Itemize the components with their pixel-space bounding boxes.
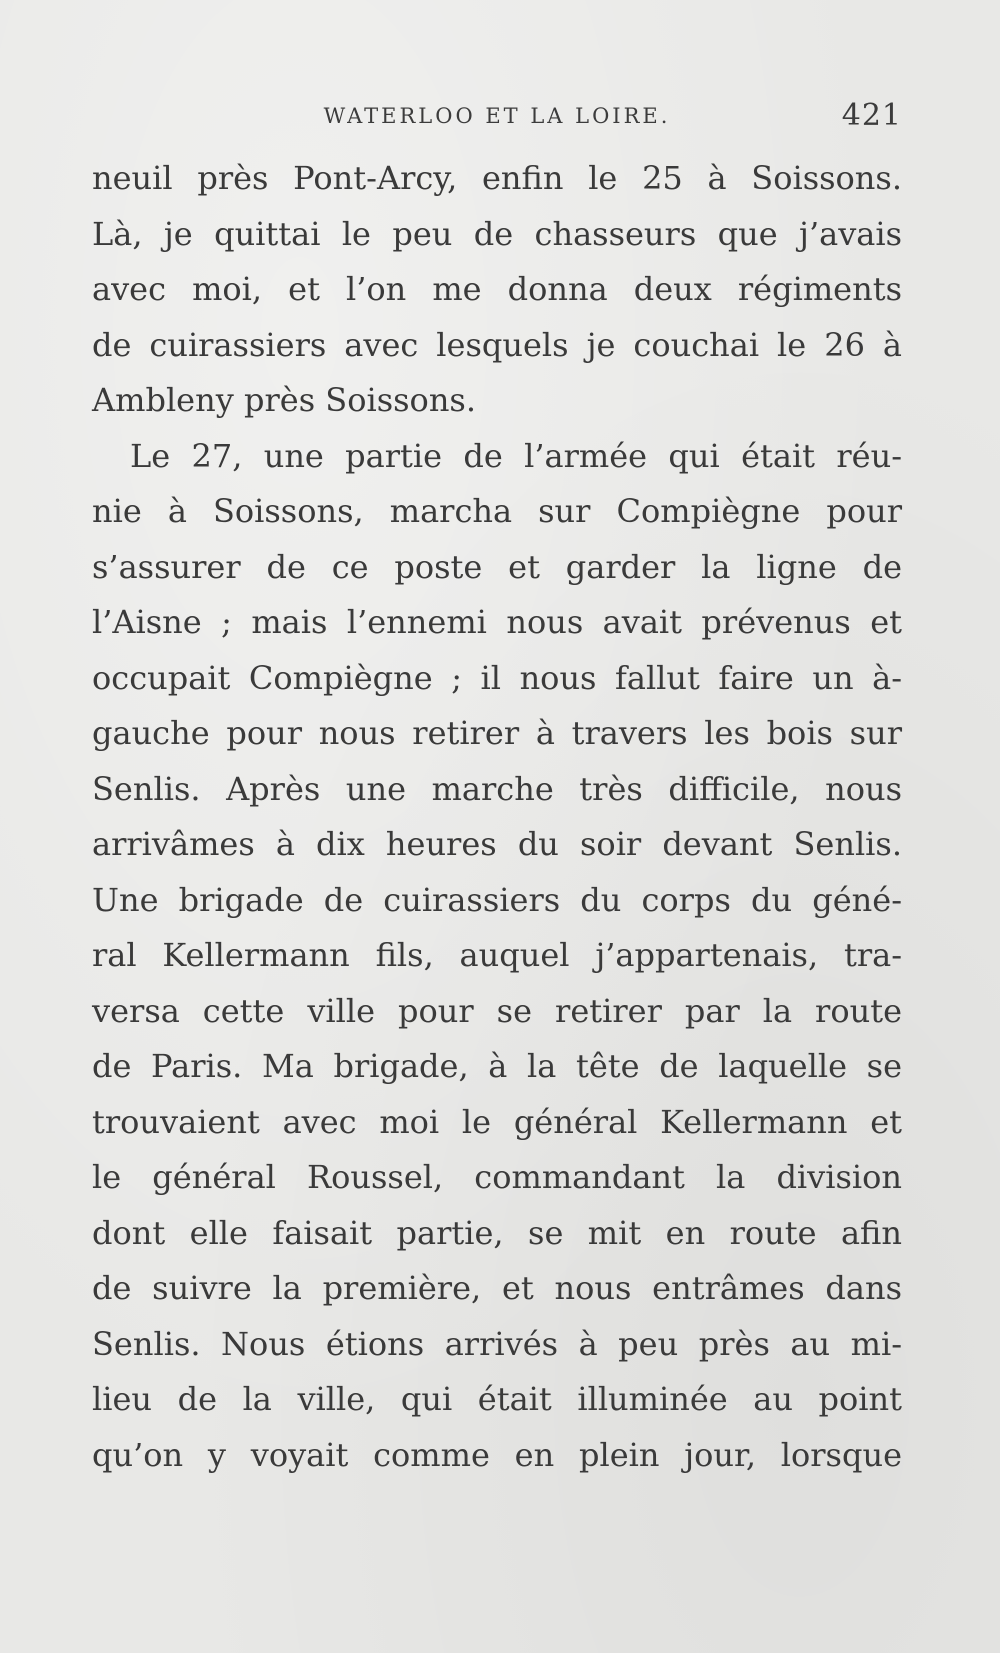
paragraph-2	[92, 429, 902, 1484]
text-line: de cuirassiers avec lesquels je couchai le 26 à	[92, 325, 902, 364]
running-head	[92, 98, 902, 138]
text-line: qu’on y voyait comme en plein jour, lorsque	[92, 1435, 902, 1474]
text-line: Ambleny près Soissons.	[92, 381, 477, 419]
text-line: de suivre la première, et nous entrâmes dans	[92, 1269, 902, 1307]
text-line: l’Aisne ; mais l’ennemi nous avait prévenus et	[92, 603, 902, 641]
text-line: de Paris. Ma brigade, à la tête de laquelle se	[92, 1047, 902, 1085]
text-line: lieu de la ville, qui était illuminée au point	[92, 1380, 902, 1418]
text-line: arrivâmes à dix heures du soir devant Senlis.	[92, 825, 902, 863]
text-line: avec moi, et l’on me donna deux régiments	[92, 270, 902, 308]
text-line: le général Roussel, commandant la division	[92, 1158, 902, 1196]
page-number: 421	[841, 98, 902, 133]
text-line: trouvaient avec moi le général Kellermann et	[92, 1102, 902, 1141]
text-line: dont elle faisait partie, se mit en route afin	[92, 1213, 902, 1252]
text-line: Senlis. Après une marche très difficile, nous	[92, 769, 902, 808]
text-line: Une brigade de cuirassiers du corps du géné-	[92, 880, 902, 919]
running-title: WATERLOO ET LA LOIRE.	[323, 104, 671, 128]
paragraph-1	[92, 151, 902, 429]
text-line: Le 27, une partie de l’armée qui était réu-	[130, 436, 902, 475]
text-line: s’assurer de ce poste et garder la ligne de	[92, 547, 902, 586]
text-line: neuil près Pont-Arcy, enfin le 25 à Soissons.	[92, 159, 902, 197]
text-line: Là, je quittai le peu de chasseurs que j’avais	[92, 214, 902, 253]
text-line: versa cette ville pour se retirer par la route	[92, 991, 902, 1030]
text-line: ral Kellermann fils, auquel j’appartenais, tra-	[92, 936, 902, 974]
text-line: Senlis. Nous étions arrivés à peu près au mi-	[92, 1324, 902, 1363]
body-text	[92, 151, 902, 1483]
text-line: occupait Compiègne ; il nous fallut faire un à-	[92, 658, 902, 697]
text-line: gauche pour nous retirer à travers les bois sur	[92, 714, 902, 752]
text-line: nie à Soissons, marcha sur Compiègne pour	[92, 492, 902, 530]
